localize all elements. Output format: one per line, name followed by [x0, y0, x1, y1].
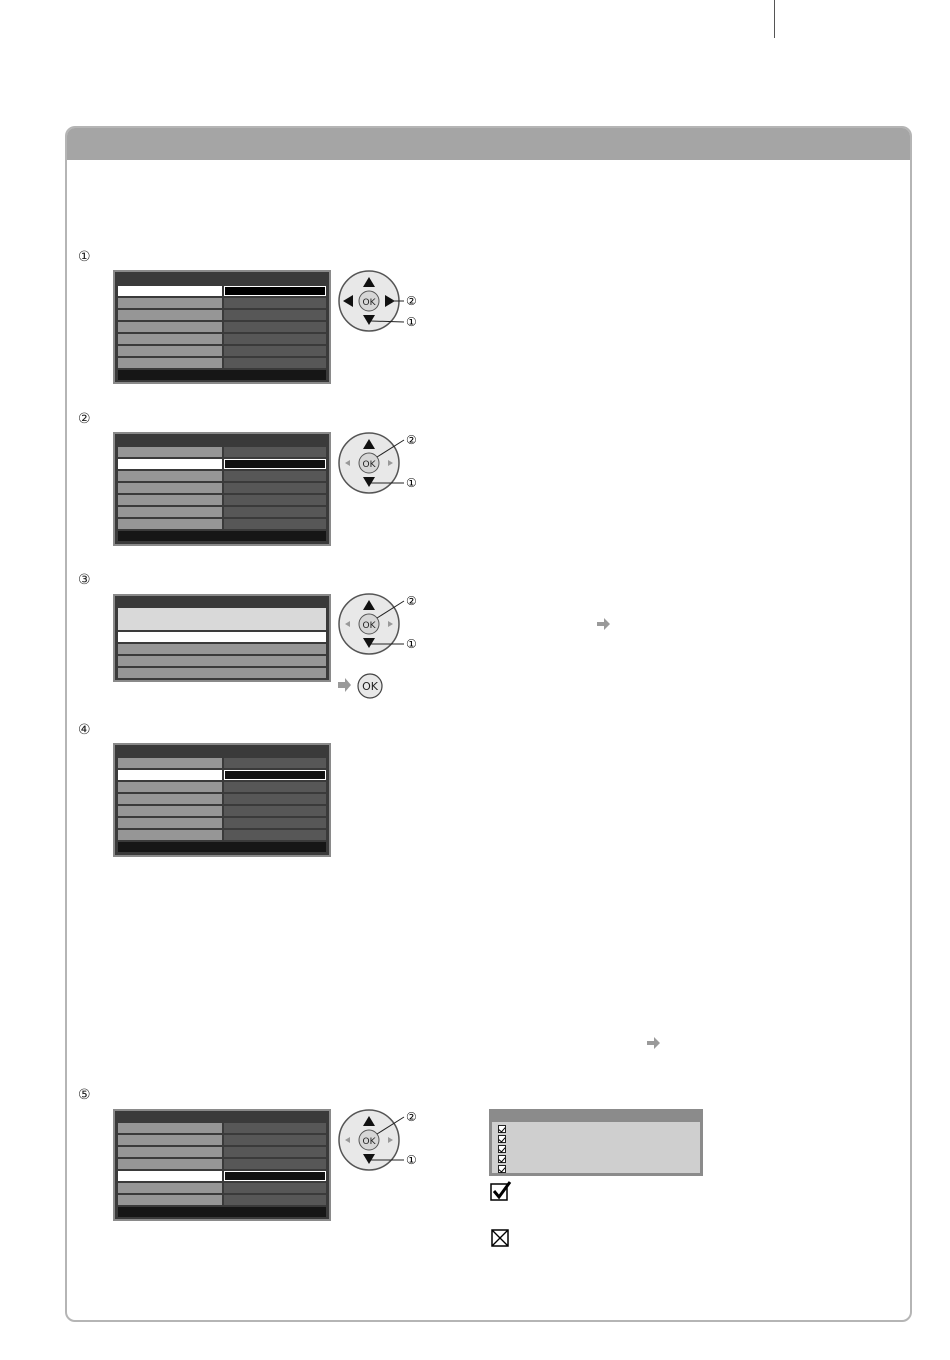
menu-row — [118, 1171, 326, 1181]
mini-check-icon — [498, 1125, 506, 1133]
menu-footer — [118, 842, 326, 852]
panel-header-bar — [67, 128, 910, 160]
menu-row — [118, 286, 326, 296]
ok-label: OK — [362, 621, 376, 631]
menu-row — [118, 298, 326, 308]
ok-label: OK — [362, 680, 378, 693]
menu-row — [118, 1135, 326, 1145]
menu-row — [118, 1183, 326, 1193]
menu-row — [118, 668, 326, 678]
step-3-number: ③ — [78, 572, 91, 588]
menu-row — [118, 495, 326, 505]
menu-row — [118, 459, 326, 469]
remote-pad-3 — [334, 590, 424, 660]
menu-row — [118, 806, 326, 816]
menu-row — [118, 471, 326, 481]
remote-pad-1 — [334, 268, 424, 338]
menu-row — [118, 447, 326, 457]
ok-label: OK — [362, 1137, 376, 1147]
menu-row — [118, 830, 326, 840]
ok-label: OK — [362, 298, 376, 308]
mini-check-icon — [498, 1165, 506, 1173]
menu-row — [118, 1195, 326, 1205]
menu-row — [118, 770, 326, 780]
check-icon — [490, 1180, 512, 1202]
checklist-screen — [489, 1109, 703, 1176]
callout-1: ① — [406, 637, 417, 651]
callout-1: ① — [406, 315, 417, 329]
menu-screen-4 — [113, 743, 331, 857]
menu-row-selected — [118, 632, 326, 642]
mini-check-icon — [498, 1145, 506, 1153]
crop-mark — [774, 0, 775, 38]
info-area — [118, 608, 326, 630]
menu-screen-5 — [113, 1109, 331, 1221]
checklist-title-bar — [492, 1112, 700, 1122]
menu-row — [118, 1159, 326, 1169]
cross-box-icon — [490, 1228, 512, 1250]
menu-row — [118, 507, 326, 517]
ok-label: OK — [362, 460, 376, 470]
menu-row — [118, 519, 326, 529]
callout-2: ② — [406, 294, 417, 308]
step-5-number: ⑤ — [78, 1087, 91, 1103]
callout-2: ② — [406, 1110, 417, 1124]
mini-check-icon — [498, 1135, 506, 1143]
arrow-right-icon — [596, 617, 612, 631]
step-1-number: ① — [78, 249, 91, 265]
menu-row — [118, 656, 326, 666]
callout-2: ② — [406, 594, 417, 608]
menu-footer — [118, 1207, 326, 1217]
callout-2: ② — [406, 433, 417, 447]
menu-row — [118, 322, 326, 332]
menu-footer — [118, 370, 326, 380]
menu-row — [118, 310, 326, 320]
remote-pad-2 — [334, 429, 424, 499]
menu-row — [118, 358, 326, 368]
arrow-right-icon — [338, 678, 351, 692]
step-4-number: ④ — [78, 722, 91, 738]
menu-row — [118, 1147, 326, 1157]
remote-pad-5 — [334, 1106, 424, 1176]
menu-row — [118, 644, 326, 654]
menu-footer — [118, 531, 326, 541]
menu-row — [118, 782, 326, 792]
menu-screen-1 — [113, 270, 331, 384]
mini-check-icon — [498, 1155, 506, 1163]
callout-1: ① — [406, 1153, 417, 1167]
menu-row — [118, 758, 326, 768]
menu-row — [118, 794, 326, 804]
menu-row — [118, 818, 326, 828]
callout-1: ① — [406, 476, 417, 490]
arrow-right-icon — [646, 1036, 662, 1050]
step-2-number: ② — [78, 411, 91, 427]
menu-screen-3 — [113, 594, 331, 682]
then-press-ok — [336, 672, 388, 702]
menu-row — [118, 1123, 326, 1133]
menu-screen-2 — [113, 432, 331, 546]
menu-row — [118, 334, 326, 344]
menu-row — [118, 346, 326, 356]
menu-row — [118, 483, 326, 493]
